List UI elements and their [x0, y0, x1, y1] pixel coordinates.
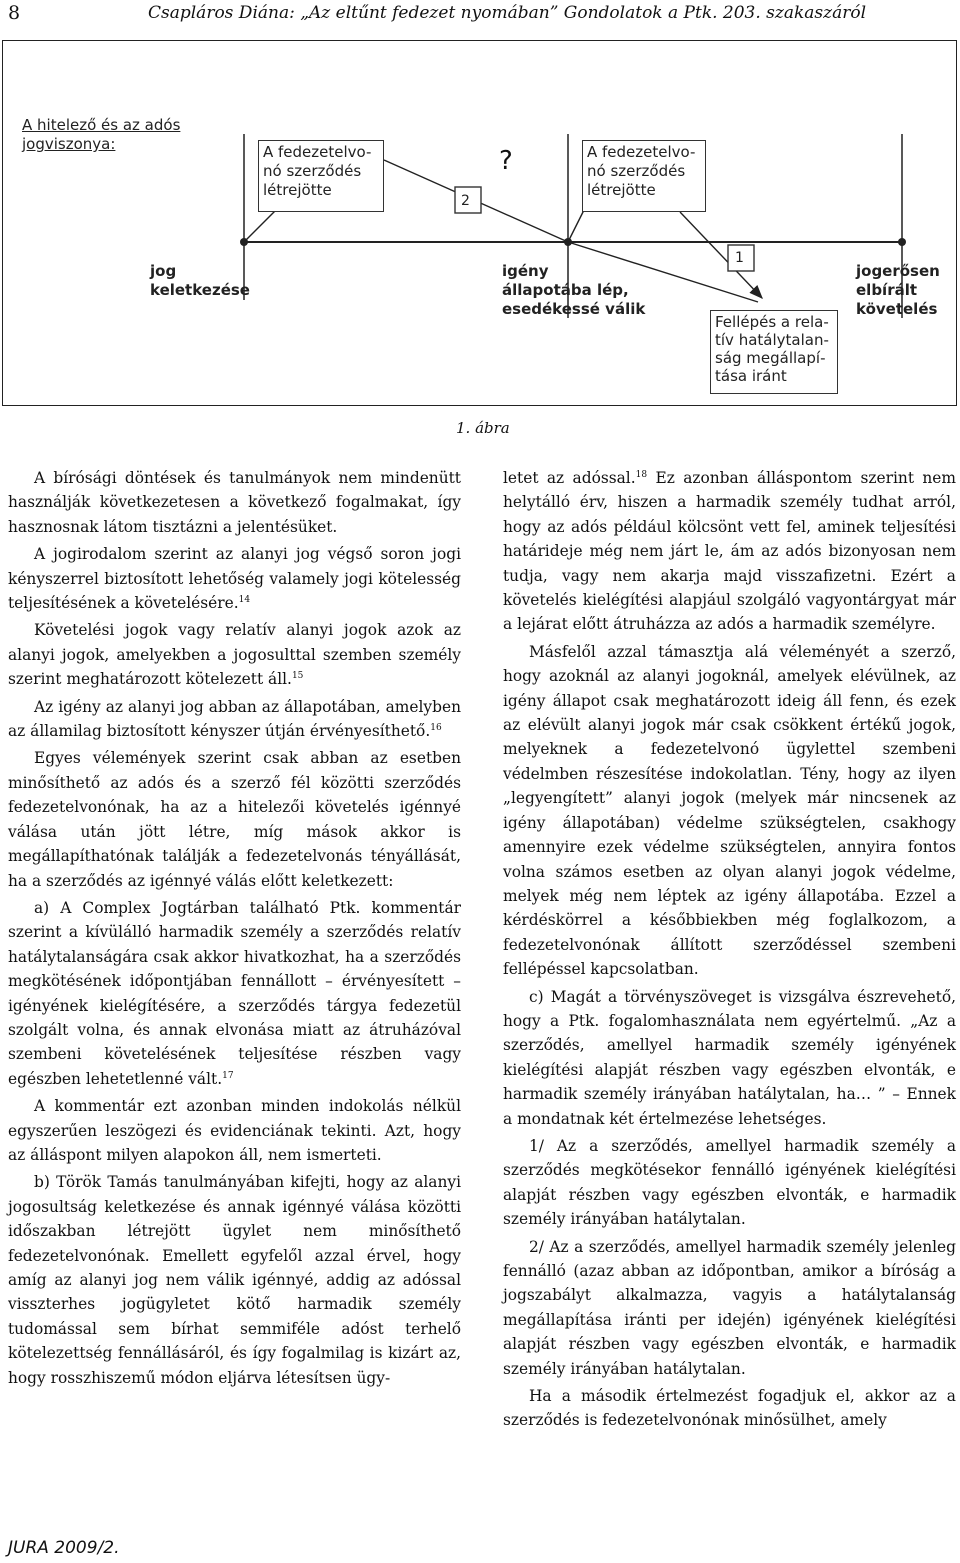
paragraph: 1/ Az a szerződés, amellyel harmadik személy a szerződés megkötésekor fennálló igényének kielégítési alapját részben vagy egészben elvonták, e harmadik személy irányában hatálytalan.	[503, 1136, 956, 1229]
paragraph: Követelési jogok vagy relatív alanyi jogok azok az alanyi jogok, amelyekben a jogosulttal szemben személy szerint meghatározott kötelezett áll.$^{15}$	[8, 621, 461, 689]
left-column	[8, 466, 461, 1393]
footnote-ref: 16	[430, 722, 442, 733]
marker-2: 2	[461, 193, 470, 209]
footnote-ref: 17	[222, 1070, 234, 1081]
marker-question: ?	[499, 146, 513, 176]
paragraph: A bírósági döntések és tanulmányok nem mindenütt használják következetesen a következő fogalmakat, így hasznosnak látom tisztázni a jelentésüket.	[8, 469, 461, 536]
running-title: Csapláros Diána: „Az eltűnt fedezet nyomában” Gondolatok a Ptk. 203. szakaszáról	[148, 3, 867, 23]
journal-footer: JURA 2009/2.	[8, 1538, 120, 1558]
contract-box-1	[258, 140, 384, 212]
action-box: Fellépés a rela- tív hatálytalan- ság megállapí- tása iránt	[710, 310, 838, 394]
relationship-label: A hitelező és az adós jogviszonya:	[22, 116, 181, 153]
contract-box-1-line-1: A fedezetelvo-	[263, 143, 372, 161]
timeline-label-jog-keletkezese: jog keletkezése	[150, 262, 250, 299]
paragraph: a) A Complex Jogtárban található Ptk. kommentár szerint a kívülálló harmadik személy a szerződés relatív hatálytalanságára csak akkor hivatkozhat, ha a szerződés megkötésének időpontjában fennállott – érvényesített – igényének kielégítésére, a szerződés tárgya fedezetül szolgált volna, és annak elvonása miatt az átruházóval szembeni követelésének teljesítése részben vagy egészben lehetetlenné vált.$^{17}$	[8, 898, 461, 1088]
contract-box-1-line-2: nó szerződés	[263, 162, 362, 180]
contract-box-2-line-3: létrejötte	[587, 181, 656, 199]
page-number: 8	[8, 2, 21, 24]
timeline-label-igeny: igény állapotába lép, esedékessé válik	[502, 262, 646, 318]
paragraph: A kommentár ezt azonban minden indokolás nélkül egyszerűen leszögezi és evidenciának tekinti. Azt, hogy az álláspont milyen alapokon áll, nem ismerteti.	[8, 1097, 461, 1164]
paragraph: c) Magát a törvényszöveget is vizsgálva észrevehető, hogy a Ptk. fogalomhasználata nem egyértelmű. „Az a szerződés, amellyel harmadik személy igényének kielégítési alapját részben vagy egészben elvonták, e harmadik személy irányában hatálytalan, ha… ” – Ennek a mondatnak két értelmezése lehetséges.	[503, 987, 956, 1128]
marker-1: 1	[735, 250, 744, 266]
footnote-ref: 15	[291, 671, 304, 682]
paragraph: A jogirodalom szerint az alanyi jog végső soron jogi kényszerrel biztosított lehetőség valamely jogi kötelesség teljesítésének a követelésére.$^{14}$	[8, 545, 461, 613]
paragraph: Az igény az alanyi jog abban az állapotában, amelyben az államilag biztosított kényszer útján érvényesíthető.$^{16}$	[8, 697, 461, 741]
footnote-ref: 14	[238, 594, 251, 605]
paragraph: Ha a második értelmezést fogadjuk el, akkor az a szerződés is fedezetelvonónak minősülhet, amely	[503, 1387, 956, 1430]
paragraph: Egyes vélemények szerint csak abban az esetben minősíthető az adós és a szerző fél közötti szerződés fedezetelvonónak, ha az a hitelezői követelés igénnyé válása után jött létre, míg mások akkor is megállapíthatónak találják a fedezetelvonás tényállását, ha a szerződés az igénnyé válás előtt keletkezett:	[8, 749, 461, 890]
timeline-label-jogerosen: jogerősen elbírált követelés	[856, 262, 940, 318]
timeline-point-3	[898, 238, 906, 246]
figure-caption: 1. ábra	[456, 419, 510, 437]
footnote-ref: 18	[635, 469, 648, 480]
contract-box-2-line-2: nó szerződés	[587, 162, 686, 180]
paragraph: letet az adóssal.$^{18}$ Ez azonban álláspontom szerint nem helytálló érv, hiszen a harmadik személy tudhat arról, hogy az adós például kölcsönt vett fel, aminek teljesítési határideje még nem járt le, ám az adós bizonyosan nem tudja, vagy nem akarja majd visszafizetni. Ezért a követelés kielégítési alapjául szolgáló vagyontárgyat már a lejárat előtt átruházza az adós a harmadik személyre.	[503, 469, 956, 634]
contract-box-2-line-1: A fedezetelvo-	[587, 143, 696, 161]
paragraph: Másfelől azzal támasztja alá véleményét a szerző, hogy azoknál az alanyi jogoknál, amelyek elévülnek, az igény állapot csak meghatározott ideig áll fenn, és ezek az elévült alanyi jogok már csak csökkent értékű jogok, melyeknek a fedezetelvonó ügylettel szembeni védelmben részesítése indokolatlan. Tény, hogy az ilyen „legyengített” alanyi jogok (melyek már nincsenek az igény állapotában) védelme szükségtelen, csakhogy amennyire ezek védelme szükségtelen, annyira fontos volna számos esetben az olyan alanyi jogok védelme, melyek még nem léptek az igény állapotába. Ezzel a kérdéskörrel a későbbiekben még foglalkozom, a fedezetelvonónak állított szerződéssel szembeni fellépéssel kapcsolatban.	[503, 642, 956, 979]
right-column	[503, 466, 956, 1436]
contract-box-2	[582, 140, 706, 212]
contract-box-1-line-3: létrejötte	[263, 181, 332, 199]
paragraph: b) Török Tamás tanulmányában kifejti, hogy az alanyi jogosultság keletkezése és annak igénnyé válása közötti időszakban létrejött ügylet nem minősíthető fedezetelvonónak. Emellett egyfelől azzal érvel, hogy amíg az alanyi jog nem válik igénnyé, addig az adóssal visszterhes jogügyletet kötő harmadik személy tudomással sem bírhat semmiféle adóst terhelő kötelezettség fennállásáról, és így fogalmilag is kizárt az, hogy rosszhiszemű módon eljárva létesítsen ügy-	[8, 1173, 461, 1387]
paragraph: 2/ Az a szerződés, amellyel harmadik személy jelenleg fennálló (azaz abban az időpontban, amikor a bíróság a jogszabályt alkalmazza, vagyis a hatálytalanság megállapítása iránti per idején) igényének kielégítési alapját részben vagy egészben elvonták, e harmadik személy irányában hatálytalan.	[503, 1237, 956, 1378]
